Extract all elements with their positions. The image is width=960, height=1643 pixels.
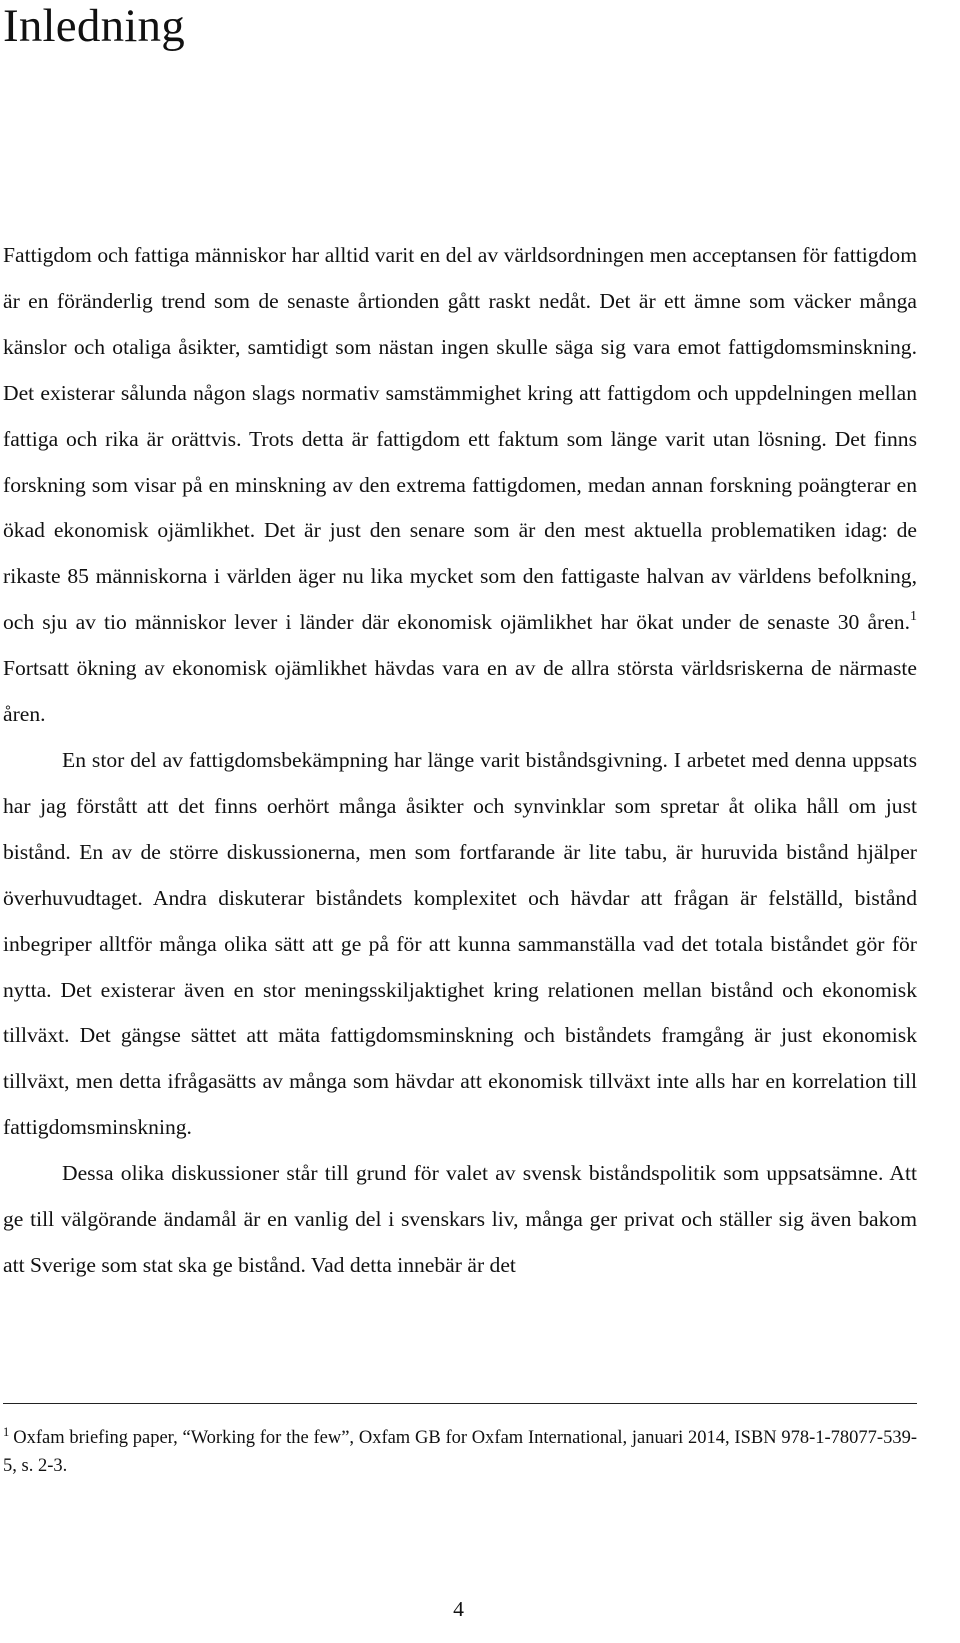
paragraph-1-text: Fattigdom och fattiga människor har alltid varit en del av världsordningen men acceptansen för fattigdom är en föränderlig trend som de senaste årtionden gått raskt nedåt. Det är ett ämne som väcker många känslor och otaliga åsikter, samtidigt som nästan ingen skulle säga sig vara emot fattigdomsminskning. Det existerar sålunda någon slags normativ samstämmighet kring att fattigdom och uppdelningen mellan fattiga och rika är orättvis. Trots detta är fattigdom ett faktum som länge varit utan lösning. Det finns forskning som visar på en minskning av den extrema fattigdomen, medan annan forskning poängterar en ökad ekonomisk ojämlikhet. Det är just den senare som är den mest aktuella problematiken idag: de rikaste 85 människorna i världen äger nu lika mycket som den fattigaste halvan av världens befolkning, och sju av tio människor lever i länder där ekonomisk ojämlikhet har ökat under de senaste 30 åren. [3, 243, 917, 635]
footnote-text: Oxfam briefing paper, “Working for the few”, Oxfam GB for Oxfam International, januari 2014, ISBN 978-1-78077-539-5, s. 2-3. [3, 1428, 917, 1476]
paragraph-1 [3, 233, 917, 738]
footnote-divider [3, 1403, 917, 1404]
footnote-reference[interactable]: 1 [910, 609, 917, 625]
paragraph-2: En stor del av fattigdomsbekämpning har länge varit biståndsgivning. I arbetet med denna uppsats har jag förstått att det finns oerhört många åsikter och synvinklar som spretar åt olika håll om just bistånd. En av de större diskussionerna, men som fortfarande är lite tabu, är huruvida bistånd hjälper överhuvudtaget. Andra diskuterar biståndets komplexitet och hävdar att frågan är felställd, bistånd inbegriper alltför många olika sätt att ge på för att kunna sammanställa vad det totala biståndet gör för nytta. Det existerar även en stor meningsskiljaktighet kring relationen mellan bistånd och ekonomisk tillväxt. Det gängse sättet att mäta fattigdomsminskning och biståndets framgång är just ekonomisk tillväxt, men detta ifrågasätts av många som hävdar att ekonomisk tillväxt inte alls har en korrelation till fattigdomsminskning. [3, 747, 917, 1140]
paragraph-1-text-continued: Fortsatt ökning av ekonomisk ojämlikhet hävdas vara en av de allra största världsriskerna de närmaste åren. [3, 656, 917, 727]
section-heading: Inledning [3, 0, 185, 52]
footnote-number: 1 [3, 1425, 10, 1439]
footnote [3, 1424, 917, 1480]
body-text [3, 233, 917, 1289]
paragraph-3: Dessa olika diskussioner står till grund för valet av svensk biståndspolitik som uppsatsämne. Att ge till välgörande ändamål är en vanlig del i svenskars liv, många ger privat och ställer sig även bakom att Sverige som stat ska ge bistånd. Vad detta innebär är det [3, 1161, 917, 1277]
page-number: 4 [453, 1597, 464, 1621]
